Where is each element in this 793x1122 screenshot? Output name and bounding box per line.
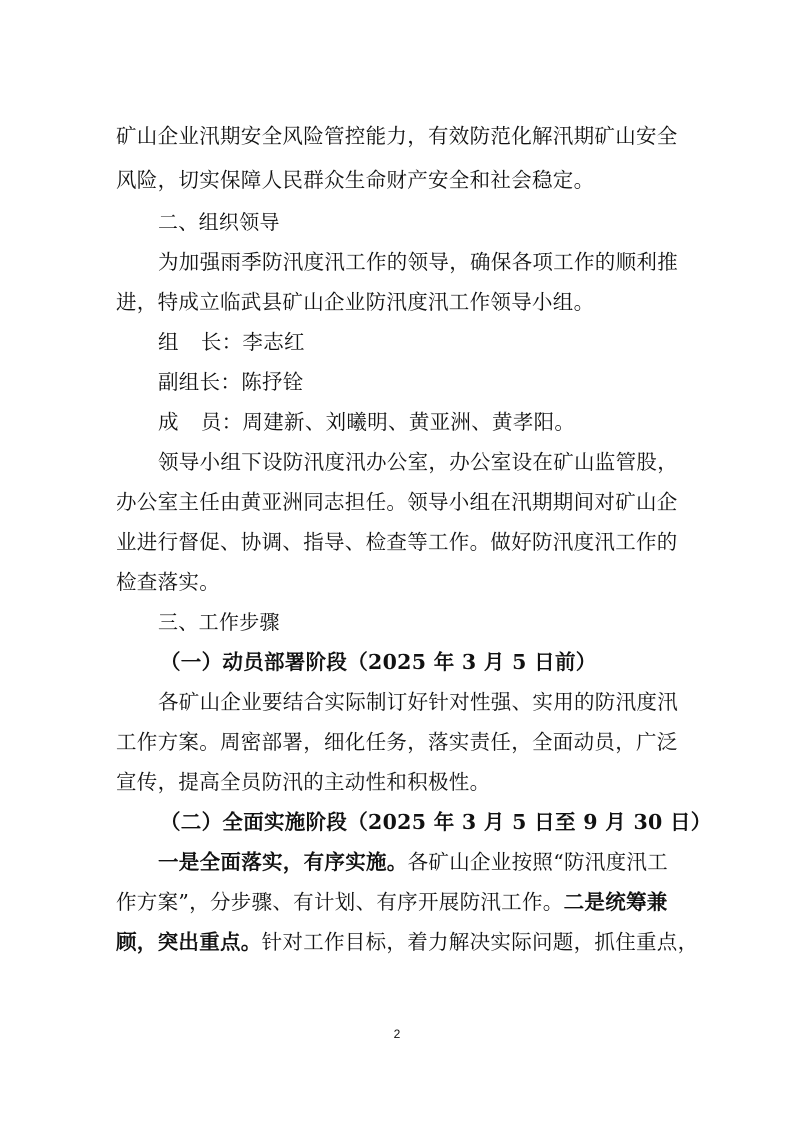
body-line: 各矿山企业要结合实际制订好针对性强、实用的防汛度汛 bbox=[158, 690, 678, 714]
body-line: 风险，切实保障人民群众生命财产安全和社会稳定。 bbox=[116, 168, 595, 192]
leader-label-part1: 组 bbox=[158, 330, 179, 354]
leader-line bbox=[158, 322, 698, 362]
leader-label-part2: 长： bbox=[200, 330, 243, 354]
body-line: 矿山企业汛期安全风险管控能力，有效防范化解汛期矿山安全 bbox=[116, 124, 678, 148]
bold-lead: 一是全面落实，有序实施。 bbox=[158, 850, 408, 874]
section-heading: 三、工作步骤 bbox=[158, 610, 280, 634]
deputy-label: 副组长： bbox=[158, 370, 242, 394]
bold-lead: 二是统筹兼 bbox=[563, 890, 668, 914]
body-line: 办公室主任由黄亚洲同志担任。领导小组在汛期期间对矿山企 bbox=[116, 490, 678, 514]
members-label-part2: 员： bbox=[200, 410, 243, 434]
body-line bbox=[116, 922, 699, 962]
body-line: 进，特成立临武县矿山企业防汛度汛工作领导小组。 bbox=[116, 290, 595, 314]
section-heading: 二、组织领导 bbox=[158, 210, 280, 234]
page-number: 2 bbox=[393, 1027, 401, 1041]
members-label-part1: 成 bbox=[158, 410, 179, 434]
members-names: 周建新、刘曦明、黄亚洲、黄孝阳。 bbox=[242, 410, 576, 434]
body-line: 检查落实。 bbox=[116, 570, 220, 594]
body-text: 针对工作目标，着力解决实际问题，抓住重点， bbox=[261, 930, 699, 954]
body-text: 作方案”，分步骤、有计划、有序开展防汛工作。 bbox=[116, 890, 564, 914]
leader-name: 李志红 bbox=[242, 330, 305, 354]
body-line bbox=[116, 882, 696, 922]
phase-heading: （一）动员部署阶段（2025 年 3 月 5 日前） bbox=[160, 650, 597, 674]
body-line: 领导小组下设防汛度汛办公室，办公室设在矿山监管股， bbox=[158, 450, 678, 474]
deputy-line bbox=[158, 362, 698, 402]
bold-lead: 顾，突出重点。 bbox=[116, 930, 262, 954]
members-line bbox=[158, 402, 698, 442]
deputy-name: 陈抒铨 bbox=[241, 370, 304, 394]
body-line: 宣传，提高全员防汛的主动性和积极性。 bbox=[116, 770, 491, 794]
body-line: 工作方案。周密部署，细化任务，落实责任，全面动员，广泛 bbox=[116, 730, 678, 754]
body-line: 业进行督促、协调、指导、检查等工作。做好防汛度汛工作的 bbox=[116, 530, 678, 554]
body-line bbox=[158, 842, 698, 882]
phase-heading: （二）全面实施阶段（2025 年 3 月 5 日至 9 月 30 日） bbox=[160, 810, 712, 834]
body-line: 为加强雨季防汛度汛工作的领导，确保各项工作的顺利推 bbox=[158, 250, 678, 274]
body-text: 各矿山企业按照“防汛度汛工 bbox=[407, 850, 668, 874]
